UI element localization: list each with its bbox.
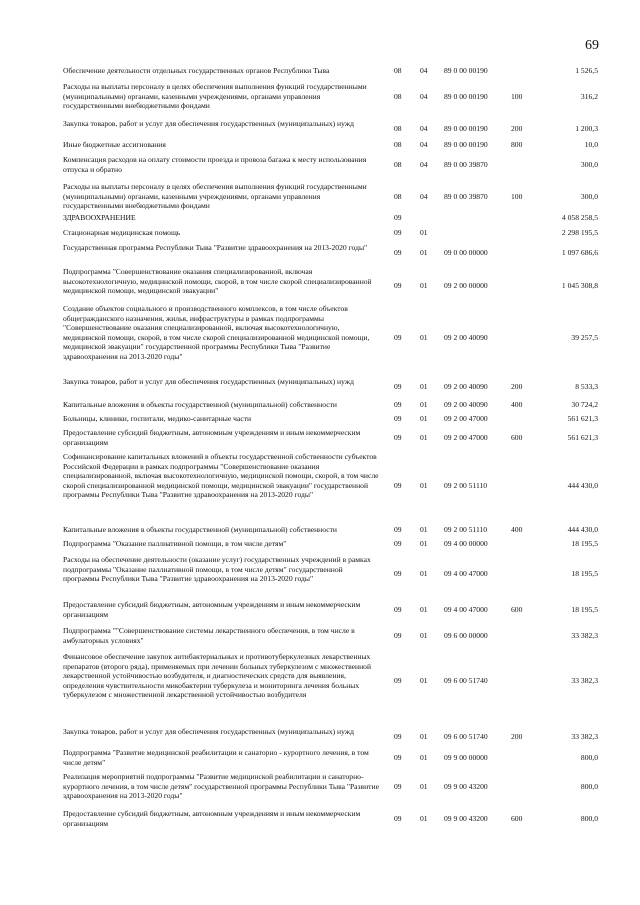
cell-sum: 18 195,5 — [571, 605, 598, 614]
cell-podr: 01 — [420, 782, 428, 791]
row-description: Капитальные вложения в объекты государственной (муниципальной) собственности — [63, 525, 337, 534]
cell-podr: 01 — [420, 814, 428, 823]
cell-podr: 01 — [420, 433, 428, 442]
cell-razdel: 09 — [394, 333, 402, 342]
cell-podr: 04 — [420, 160, 428, 169]
cell-vr: 800 — [511, 140, 523, 149]
cell-razdel: 09 — [394, 414, 402, 423]
cell-podr: 01 — [420, 400, 428, 409]
cell-sum: 33 382,3 — [571, 631, 598, 640]
row-description: Предоставление субсидий бюджетным, автономным учреждениям и иным некоммерческим организациям — [63, 809, 361, 828]
cell-podr: 01 — [420, 676, 428, 685]
cell-csr: 09 9 00 43200 — [444, 814, 488, 823]
cell-sum: 1 526,5 — [575, 66, 598, 75]
cell-vr: 600 — [511, 605, 523, 614]
cell-podr: 01 — [420, 631, 428, 640]
row-description: ЗДРАВООХРАНЕНИЕ — [63, 213, 136, 222]
cell-csr: 09 6 00 00000 — [444, 631, 488, 640]
cell-sum: 1 097 686,6 — [561, 248, 598, 257]
cell-vr: 200 — [511, 124, 523, 133]
row-description: Обеспечение деятельности отдельных государственных органов Республики Тыва — [63, 66, 330, 75]
row-description: Закупка товаров, работ и услуг для обеспечения государственных (муниципальных) нужд — [63, 119, 354, 128]
cell-podr: 01 — [420, 248, 428, 257]
cell-sum: 4 058 258,5 — [561, 213, 598, 222]
cell-csr: 89 0 00 00190 — [444, 124, 488, 133]
cell-csr: 89 0 00 00190 — [444, 140, 488, 149]
cell-csr: 89 0 00 00190 — [444, 92, 488, 101]
row-description: Расходы на выплаты персоналу в целях обеспечения выполнения функций государственными (муниципальными) органами, казенными учреждениями, органами управления государственными внебюджетными фондами — [63, 82, 367, 111]
cell-sum: 10,0 — [584, 140, 598, 149]
cell-razdel: 09 — [394, 400, 402, 409]
cell-vr: 200 — [511, 382, 523, 391]
row-description: Подпрограмма ""Совершенствование системы лекарственного обеспечения, в том числе в амбулаторных условиях" — [63, 626, 355, 645]
cell-podr: 04 — [420, 92, 428, 101]
cell-razdel: 09 — [394, 814, 402, 823]
cell-sum: 800,0 — [580, 782, 598, 791]
cell-sum: 39 257,5 — [571, 333, 598, 342]
cell-razdel: 09 — [394, 732, 402, 741]
cell-podr: 01 — [420, 525, 428, 534]
cell-razdel: 08 — [394, 160, 402, 169]
cell-podr: 01 — [420, 732, 428, 741]
cell-csr: 09 6 00 51740 — [444, 732, 488, 741]
cell-vr: 400 — [511, 525, 523, 534]
cell-sum: 561 621,3 — [567, 433, 598, 442]
cell-razdel: 09 — [394, 753, 402, 762]
cell-razdel: 09 — [394, 248, 402, 257]
cell-podr: 01 — [420, 382, 428, 391]
cell-razdel: 09 — [394, 228, 402, 237]
cell-podr: 04 — [420, 192, 428, 201]
cell-razdel: 09 — [394, 676, 402, 685]
row-description: Расходы на выплаты персоналу в целях обеспечения выполнения функций государственными (муниципальными) органами, казенными учреждениями, органами управления государственными внебюджетными фондами — [63, 182, 367, 211]
row-description: Закупка товаров, работ и услуг для обеспечения государственных (муниципальных) нужд — [63, 727, 354, 736]
cell-csr: 89 0 00 00190 — [444, 66, 488, 75]
cell-csr: 09 2 00 40090 — [444, 382, 488, 391]
cell-podr: 01 — [420, 281, 428, 290]
cell-csr: 09 2 00 40090 — [444, 333, 488, 342]
cell-podr: 04 — [420, 66, 428, 75]
cell-razdel: 09 — [394, 782, 402, 791]
row-description: Иные бюджетные ассигнования — [63, 140, 166, 149]
row-description: Стационарная медицинская помощь — [63, 228, 181, 237]
cell-razdel: 09 — [394, 481, 402, 490]
cell-podr: 01 — [420, 481, 428, 490]
cell-sum: 18 195,5 — [571, 539, 598, 548]
cell-sum: 33 382,3 — [571, 732, 598, 741]
cell-podr: 01 — [420, 414, 428, 423]
row-description: Финансовое обеспечение закупок антибактериальных и противотуберкулезных лекарственных препаратов (второго ряда), применяемых при лечении больных туберкулезом с множественной лекарственной устойчивостью возбудителя, и диагностических средств для выявления, определения чувствительности микобактерии туберкулеза и мониторинга лечения больных туберкулезом с множественной лекарственной устойчивостью возбудителя — [63, 652, 372, 700]
row-description: Создание объектов социального и производственного комплексов, в том числе объектов общегражданского назначения, жилья, инфраструктуры в рамках подпрограммы "Совершенствование оказания специализированной, включая высокотехнологичную, медицинской помощи, скорой, в том числе скорой специализированной медицинской помощи, медицинской эвакуации" государственной программы Республики Тыва "Развитие здравоохранения на 2013-2020 годы" — [63, 304, 370, 361]
cell-vr: 400 — [511, 400, 523, 409]
cell-razdel: 09 — [394, 605, 402, 614]
row-description: Капитальные вложения в объекты государственной (муниципальной) собственности — [63, 400, 337, 409]
cell-razdel: 08 — [394, 66, 402, 75]
cell-csr: 89 0 00 39870 — [444, 160, 488, 169]
row-description: Больницы, клиники, госпитали, медико-санитарные части — [63, 414, 252, 423]
row-description: Государственная программа Республики Тыва "Развитие здравоохранения на 2013-2020 годы" — [63, 243, 368, 252]
cell-razdel: 09 — [394, 433, 402, 442]
cell-sum: 1 200,3 — [575, 124, 598, 133]
cell-razdel: 08 — [394, 92, 402, 101]
cell-razdel: 09 — [394, 281, 402, 290]
cell-csr: 09 4 00 47000 — [444, 569, 488, 578]
cell-vr: 100 — [511, 92, 523, 101]
cell-vr: 600 — [511, 814, 523, 823]
cell-razdel: 09 — [394, 569, 402, 578]
cell-podr: 01 — [420, 539, 428, 548]
cell-podr: 01 — [420, 753, 428, 762]
cell-razdel: 08 — [394, 140, 402, 149]
cell-vr: 100 — [511, 192, 523, 201]
cell-sum: 33 382,3 — [571, 676, 598, 685]
row-description: Закупка товаров, работ и услуг для обеспечения государственных (муниципальных) нужд — [63, 377, 354, 386]
cell-podr: 01 — [420, 569, 428, 578]
cell-csr: 09 9 00 00000 — [444, 753, 488, 762]
cell-csr: 09 2 00 47000 — [444, 433, 488, 442]
row-description: Подпрограмма "Совершенствование оказания специализированной, включая высокотехнологичную, медицинской помощи, скорой, в том числе скорой специализированной медицинской помощи, медицинской эвакуации" — [63, 267, 372, 296]
cell-csr: 09 4 00 00000 — [444, 539, 488, 548]
row-description: Компенсация расходов на оплату стоимости проезда и провоза багажа к месту использования отпуска и обратно — [63, 155, 367, 174]
cell-sum: 1 045 308,8 — [561, 281, 598, 290]
cell-razdel: 09 — [394, 631, 402, 640]
cell-podr: 04 — [420, 140, 428, 149]
cell-csr: 09 4 00 47000 — [444, 605, 488, 614]
row-description: Предоставление субсидий бюджетным, автономным учреждениям и иным некоммерческим организациям — [63, 428, 361, 447]
cell-sum: 800,0 — [580, 753, 598, 762]
row-description: Подпрограмма "Оказание паллиативной помощи, в том числе детям" — [63, 539, 287, 548]
cell-csr: 89 0 00 39870 — [444, 192, 488, 201]
cell-podr: 01 — [420, 228, 428, 237]
cell-sum: 316,2 — [580, 92, 598, 101]
cell-podr: 04 — [420, 124, 428, 133]
row-description: Предоставление субсидий бюджетным, автономным учреждениям и иным некоммерческим организациям — [63, 600, 361, 619]
cell-razdel: 09 — [394, 382, 402, 391]
row-description: Расходы на обеспечение деятельности (оказание услуг) государственных учреждений в рамках подпрограммы "Оказание паллиативной помощи, в том числе детям" государственной программы Республики Тыва "Развитие здравоохранения на 2013-2020 годы" — [63, 555, 371, 584]
cell-csr: 09 2 00 47000 — [444, 414, 488, 423]
cell-csr: 09 9 00 43200 — [444, 782, 488, 791]
page-number: 69 — [585, 38, 599, 53]
cell-podr: 01 — [420, 333, 428, 342]
cell-podr: 01 — [420, 605, 428, 614]
cell-csr: 09 2 00 00000 — [444, 281, 488, 290]
row-description: Подпрограмма "Развитие медицинской реабилитации и санаторно - курортного лечения, в том числе детям" — [63, 748, 369, 767]
cell-sum: 444 430,0 — [567, 525, 598, 534]
cell-razdel: 08 — [394, 124, 402, 133]
cell-sum: 300,0 — [580, 192, 598, 201]
cell-csr: 09 2 00 40090 — [444, 400, 488, 409]
cell-sum: 561 621,3 — [567, 414, 598, 423]
cell-razdel: 09 — [394, 539, 402, 548]
cell-sum: 444 430,0 — [567, 481, 598, 490]
cell-sum: 8 533,3 — [575, 382, 598, 391]
cell-vr: 200 — [511, 732, 523, 741]
cell-sum: 300,0 — [580, 160, 598, 169]
cell-sum: 30 724,2 — [571, 400, 598, 409]
cell-vr: 600 — [511, 433, 523, 442]
cell-razdel: 09 — [394, 213, 402, 222]
cell-sum: 800,0 — [580, 814, 598, 823]
cell-csr: 09 6 00 51740 — [444, 676, 488, 685]
cell-razdel: 08 — [394, 192, 402, 201]
row-description: Реализация мероприятий подпрограммы "Развитие медицинской реабилитации и санаторно-курортного лечения, в том числе детям" государственной программы Республики Тыва "Развитие здравоохранения на 2013-2020 годы" — [63, 772, 379, 801]
cell-csr: 09 2 00 51110 — [444, 525, 488, 534]
cell-sum: 2 298 195,5 — [561, 228, 598, 237]
row-description: Софинансирование капитальных вложений в объекты государственной собственности субъектов Российской Федерации в рамках подпрограммы "Совершенствование оказания специализированной, включая высокотехнологичную, медицинской помощи, скорой, в том числе скорой специализированной медицинской помощи, медицинской эвакуации" государственной программы Республики Тыва "Развитие здравоохранения на 2013-2020 годы" — [63, 452, 379, 500]
cell-razdel: 09 — [394, 525, 402, 534]
cell-csr: 09 0 00 00000 — [444, 248, 488, 257]
cell-sum: 18 195,5 — [571, 569, 598, 578]
cell-csr: 09 2 00 51110 — [444, 481, 488, 490]
